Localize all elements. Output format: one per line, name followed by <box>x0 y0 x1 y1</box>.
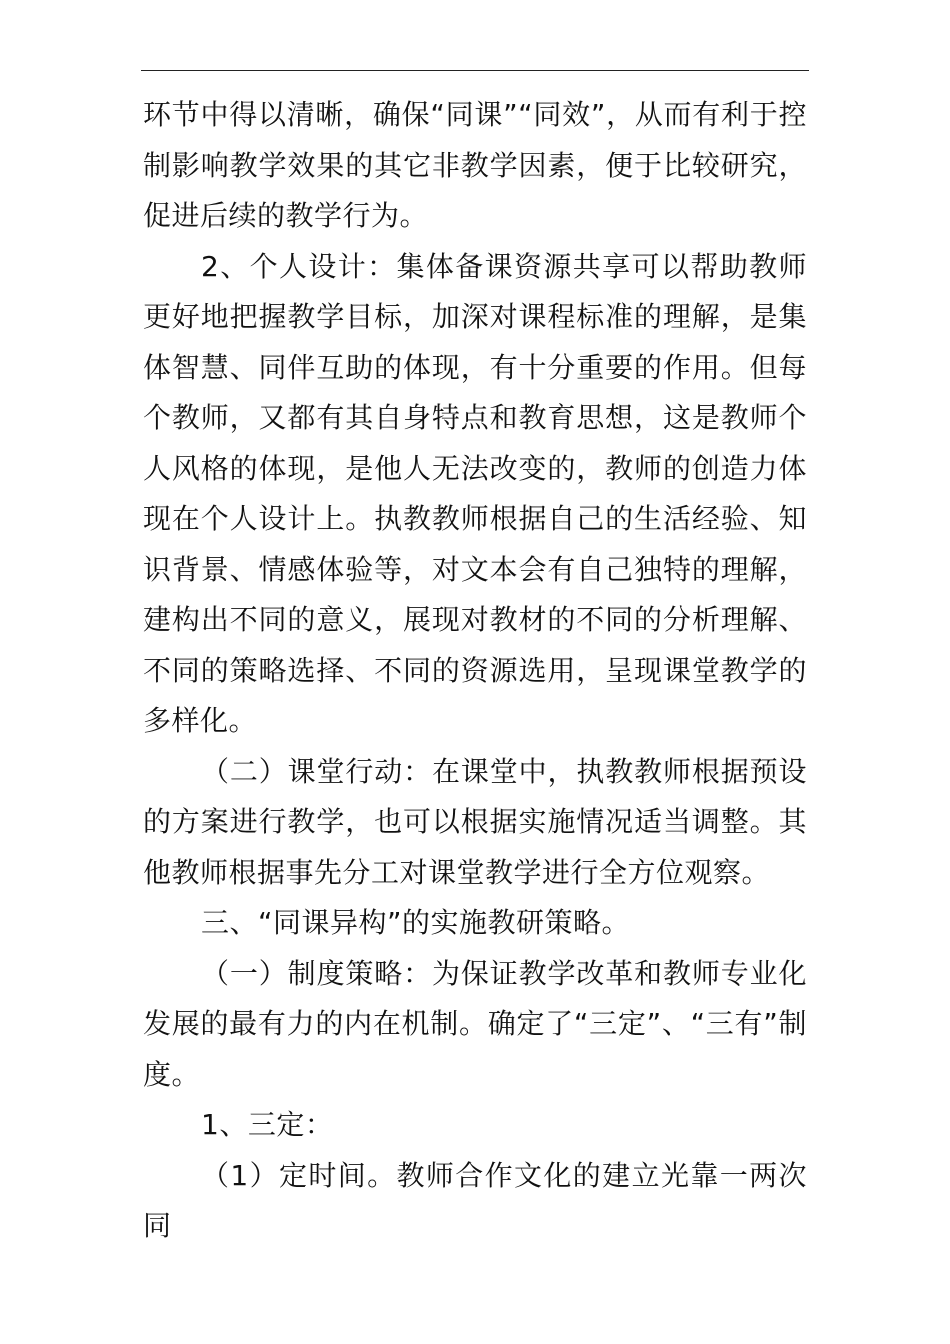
paragraph-continuation: 环节中得以清晰，确保“同课”“同效”，从而有利于控制影响教学效果的其它非教学因素，便于比较研究，促进后续的教学行为。 <box>143 98 807 232</box>
subheading-three-fixed: 1、三定： <box>201 1108 334 1141</box>
paragraph-system-strategy: （一）制度策略：为保证教学改革和教师专业化发展的最有力的内在机制。确定了“三定”、“三有”制度。 <box>143 956 807 1091</box>
section-heading-strategies: 三、“同课异构”的实施教研策略。 <box>201 906 631 939</box>
header-rule <box>141 70 809 71</box>
paragraph-personal-design: 2、个人设计：集体备课资源共享可以帮助教师更好地把握教学目标，加深对课程标准的理解，是集体智慧、同伴互助的体现，有十分重要的作用。但每个教师，又都有其自身特点和教育思想，这是教师个人风格的体现，是他人无法改变的，教师的创造力体现在个人设计上。执教教师根据自己的生活经验、知识背景、情感体验等，对文本会有自己独特的理解，建构出不同的意义，展现对教材的不同的分析理解、不同的策略选择、不同的资源选用，呈现课堂教学的多样化。 <box>143 249 807 737</box>
body-text <box>143 90 807 1252</box>
paragraph-classroom-action: （二）课堂行动：在课堂中，执教教师根据预设的方案进行教学，也可以根据实施情况适当调整。其他教师根据事先分工对课堂教学进行全方位观察。 <box>143 754 807 889</box>
paragraph-fixed-time: （1）定时间。教师合作文化的建立光靠一两次同 <box>143 1158 807 1242</box>
